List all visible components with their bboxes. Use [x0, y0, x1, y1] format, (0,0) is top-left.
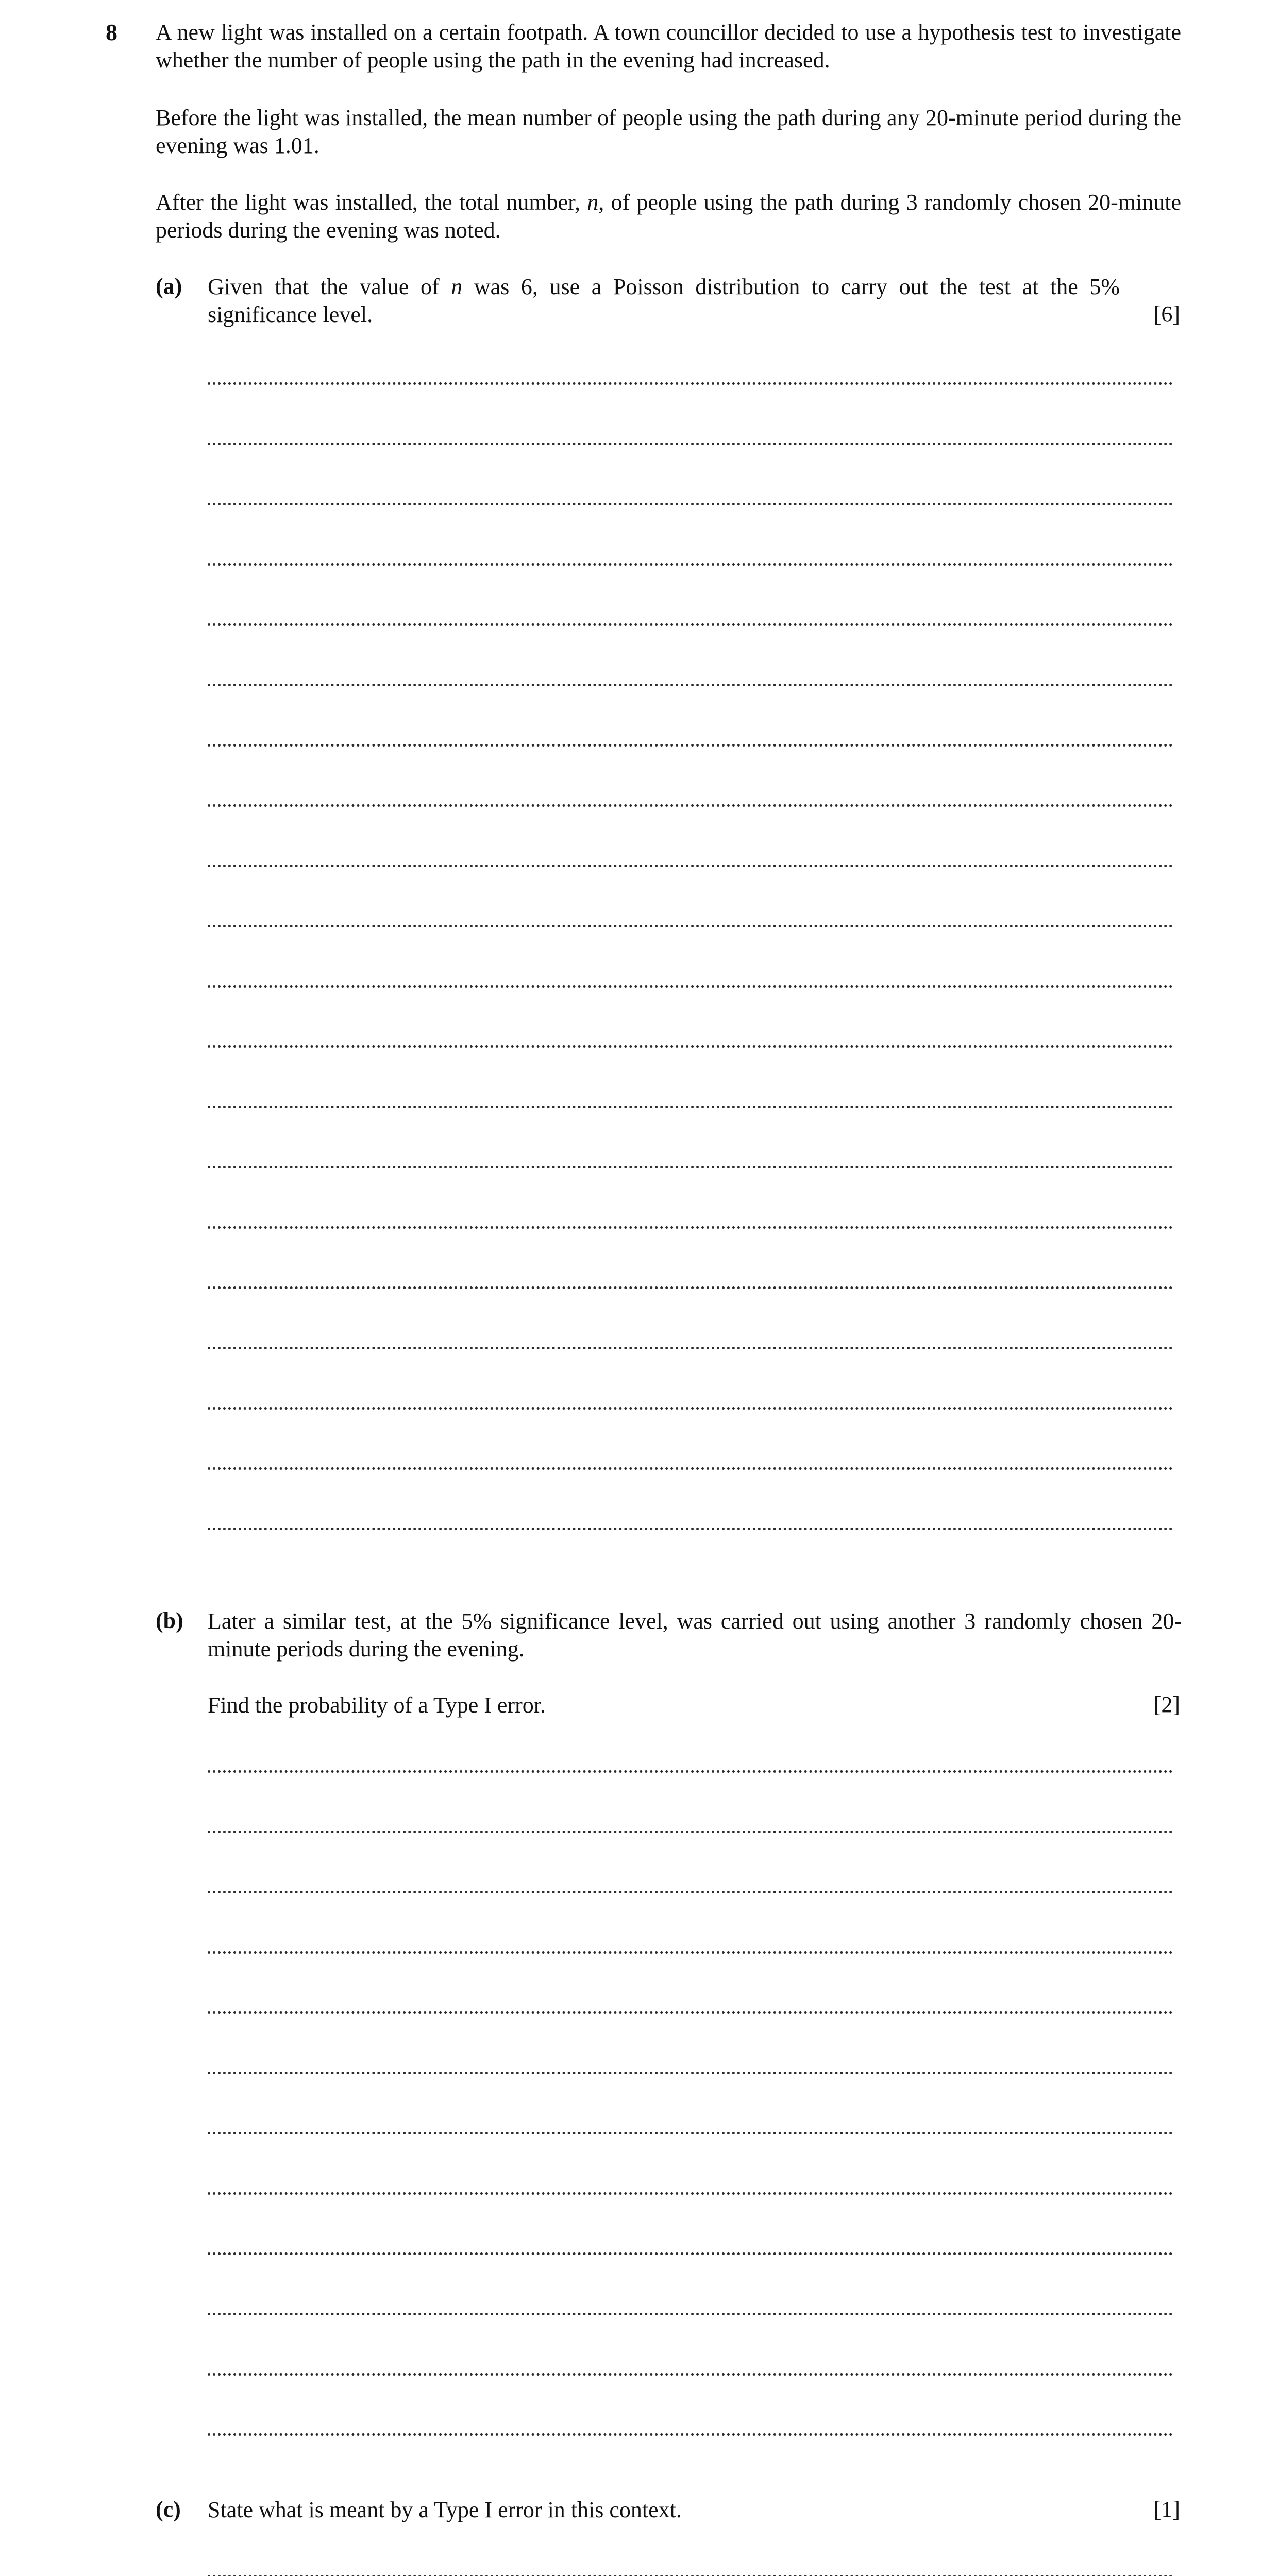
answer-line[interactable]: [208, 563, 1173, 566]
part-b-question: Find the probability of a Type I error.: [208, 1692, 546, 1718]
answer-line[interactable]: [208, 1770, 1173, 1773]
answer-line[interactable]: [208, 623, 1173, 626]
part-c-text: State what is meant by a Type I error in this context.: [208, 2497, 682, 2522]
answer-line[interactable]: [208, 1286, 1173, 1289]
question-stem-paragraph-3: After the light was installed, the total number, n, of people using the path during 3 randomly chosen 20-minute periods during the evening was noted.: [156, 190, 1181, 243]
question-number: 8: [106, 19, 117, 45]
question-stem-paragraph-2: Before the light was installed, the mean number of people using the path during any 20-minute period during the evening was 1.01.: [156, 105, 1181, 158]
answer-line[interactable]: [208, 744, 1173, 747]
answer-line[interactable]: [208, 443, 1173, 445]
answer-line[interactable]: [208, 2313, 1173, 2315]
answer-line[interactable]: [208, 804, 1173, 807]
answer-line[interactable]: [208, 503, 1173, 505]
answer-line[interactable]: [208, 1528, 1173, 1530]
part-c-label: (c): [156, 2497, 181, 2522]
answer-line[interactable]: [208, 1891, 1173, 1893]
answer-line[interactable]: [208, 985, 1173, 988]
answer-line[interactable]: [208, 925, 1173, 927]
answer-line[interactable]: [208, 2373, 1173, 2376]
answer-line[interactable]: [208, 1831, 1173, 1833]
answer-line[interactable]: [208, 1045, 1173, 1048]
part-a-text: Given that the value of n was 6, use a Poisson distribution to carry out the test at the 5% significance level.: [208, 274, 1120, 327]
answer-line[interactable]: [208, 1407, 1173, 1410]
answer-line[interactable]: [208, 1166, 1173, 1168]
part-a-label: (a): [156, 274, 182, 299]
answer-line[interactable]: [208, 382, 1173, 385]
answer-line[interactable]: [208, 1467, 1173, 1470]
answer-line[interactable]: [208, 2252, 1173, 2255]
answer-line[interactable]: [208, 684, 1173, 686]
answer-line[interactable]: [208, 1106, 1173, 1108]
part-b-text: Later a similar test, at the 5% significance level, was carried out using another 3 randomly chosen 20-minute periods during the evening.: [208, 1608, 1182, 1662]
part-b-marks: [2]: [1153, 1692, 1180, 1717]
answer-line[interactable]: [208, 2072, 1173, 2074]
question-stem-paragraph-1: A new light was installed on a certain footpath. A town councillor decided to use a hypothesis test to investigate whether the number of people using the path in the evening had increased.: [156, 20, 1181, 73]
answer-line[interactable]: [208, 1347, 1173, 1349]
part-b-label: (b): [156, 1608, 183, 1633]
part-c-marks: [1]: [1153, 2497, 1180, 2522]
answer-line[interactable]: [208, 2433, 1173, 2436]
answer-line[interactable]: [208, 2192, 1173, 2195]
answer-line[interactable]: [208, 1951, 1173, 1954]
answer-line[interactable]: [208, 2011, 1173, 2014]
part-a-marks: [6]: [1153, 301, 1180, 327]
answer-line[interactable]: [208, 865, 1173, 867]
answer-line[interactable]: [208, 1226, 1173, 1229]
answer-line[interactable]: [208, 2132, 1173, 2134]
